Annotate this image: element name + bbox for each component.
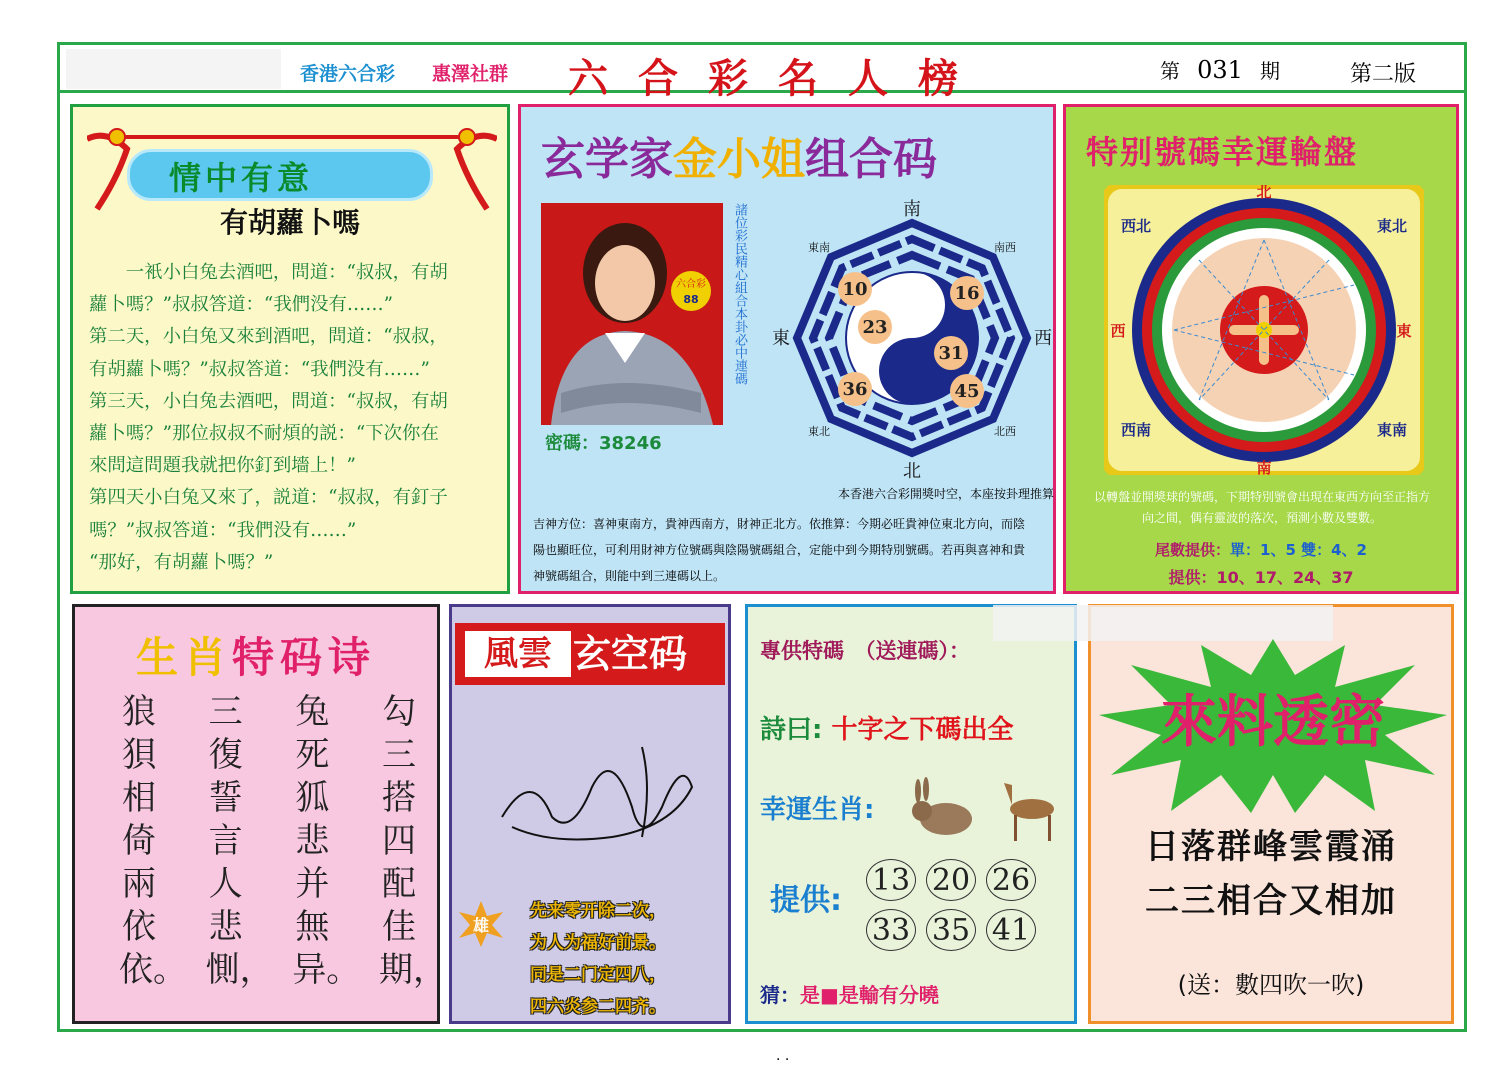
zodiac-poem-title — [75, 625, 437, 685]
dir-north-west: 北西 — [994, 425, 1016, 438]
zodiac-poem-title-b: 特码诗 — [232, 633, 377, 682]
header-left1: 香港六合彩 — [300, 63, 396, 85]
wheel-title: 特别號碼幸運輪盤 — [1086, 133, 1359, 171]
tail-numbers — [1066, 539, 1456, 560]
bagua-panel — [518, 104, 1056, 594]
guess-label: 猜： — [760, 983, 800, 1007]
story-line: 來問這問題我就把你釘到墻上！” — [89, 455, 356, 477]
bagua-title-b: 金小姐 — [673, 134, 805, 185]
dir-west: 西 — [1034, 328, 1052, 349]
fengyun-title-bar — [455, 623, 725, 685]
bagua-title — [541, 123, 937, 187]
circled-number: 35 — [926, 909, 976, 951]
number-grid — [866, 859, 1052, 951]
wheel-desc-line: 以轉盤並開獎球的號碼，下期特別號會出現在東西方向至正指方 — [1093, 490, 1430, 504]
verse-line: 为人为福好前景。 — [530, 933, 666, 953]
story-banner-title: 情中有意 — [169, 159, 314, 197]
special-number-panel — [745, 604, 1077, 1024]
tail-label: 尾數提供： — [1155, 541, 1231, 559]
story-line: 嗎？”叔叔答道：“我們没有……” — [89, 519, 357, 541]
story-line: 第二天，小白兔又來到酒吧，問道：“叔叔， — [89, 326, 448, 348]
poem-label: 詩曰: — [760, 715, 823, 745]
header — [60, 45, 1464, 102]
story-line: 一衹小白兔去酒吧，問道：“叔叔，有胡 — [89, 262, 448, 283]
insider-line3: (送：數四吹一吹) — [1177, 971, 1365, 999]
issue-number: 031 — [1197, 56, 1243, 84]
wheel-dir-northeast: 東北 — [1376, 217, 1408, 235]
signature-drawing — [492, 727, 712, 857]
dir-south: 南 — [903, 199, 921, 220]
story-line: 有胡蘿卜嗎？”叔叔答道：“我們没有……” — [89, 358, 430, 380]
fengyun-verses — [530, 895, 730, 1023]
fengyun-title-red: 玄空码 — [573, 632, 688, 676]
dir-south-west: 南西 — [994, 241, 1016, 254]
circled-number: 20 — [926, 859, 976, 901]
bagua-diagram — [767, 193, 1057, 483]
wheel-dir-west: 西 — [1110, 322, 1126, 340]
bagua-note-line: 吉神方位：喜神東南方，貴神西南方，財神正北方。依推算：今期必旺貴神位東北方向，而陰 — [533, 517, 1026, 531]
bagua-number: 36 — [842, 379, 868, 400]
bagua-number: 16 — [954, 283, 980, 304]
wheel-dir-northwest: 西北 — [1120, 217, 1152, 235]
dir-east: 東 — [772, 328, 790, 349]
bagua-number: 23 — [862, 317, 888, 338]
bagua-number: 45 — [954, 381, 980, 402]
fengyun-panel — [449, 604, 731, 1024]
insider-line1: 日落群峰雲霞涌 — [1145, 827, 1397, 867]
wheel-panel — [1063, 104, 1459, 594]
issue-label — [1160, 55, 1280, 84]
portrait-photo — [541, 203, 723, 425]
insider-line2: 二三相合又相加 — [1145, 881, 1397, 921]
wheel-dir-south: 南 — [1256, 459, 1272, 475]
edition-label: 第二版 — [1350, 62, 1417, 87]
guess-row — [760, 979, 939, 1008]
wheel-desc-line: 向之間，偶有靈波的落次，預測小數及雙數。 — [1141, 511, 1382, 525]
story-line: 蘿卜嗎？”叔叔答道：“我們没有……” — [89, 294, 394, 316]
poem-column: 三復誓言人悲惻， — [205, 692, 274, 990]
dir-north: 北 — [903, 461, 921, 482]
zodiac-poem-title-a: 生肖 — [135, 633, 232, 682]
badge-text: 雄 — [472, 916, 490, 935]
password-label: 密碼：38246 — [545, 433, 662, 454]
bagua-note-top: 本香港六合彩開獎吋空，本座按卦理推算 — [837, 487, 1054, 501]
bagua-note-line: 神號碼組合，則能中到三連碼以上。 — [533, 569, 726, 583]
dir-east-south: 東南 — [808, 241, 830, 254]
wheel-dir-north: 北 — [1256, 185, 1272, 201]
guess-value: 是■是輸有分曉 — [800, 983, 939, 1007]
burst-text: 來料透密 — [1161, 690, 1385, 755]
page-title: 六合彩名人榜 — [568, 55, 988, 102]
header-left2: 惠澤社群 — [432, 63, 509, 85]
story-line: 第三天，小白兔去酒吧，問道：“叔叔，有胡 — [89, 390, 448, 412]
poem-column: 勾三搭四配佳期， — [378, 692, 447, 990]
starburst-banner — [1095, 635, 1451, 815]
dir-east-north: 東北 — [808, 425, 830, 438]
bagua-number: 10 — [842, 279, 868, 300]
circled-number: 33 — [866, 909, 916, 951]
story-line: “那好，有胡蘿卜嗎？” — [89, 551, 274, 573]
wheel-provide: 提供：10、17、24、37 — [1168, 568, 1354, 587]
poem-column: 兔死狐悲并無异。 — [292, 692, 361, 990]
lucky-wheel — [1104, 185, 1424, 475]
deer-icon — [1004, 783, 1054, 841]
zodiac-label: 幸運生肖: — [760, 795, 875, 825]
bagua-note-line: 陽也顯旺位，可利用財神方位號碼與陰陽號碼組合，定能中到今期特別號碼。若再與喜神和貴 — [533, 543, 1026, 557]
insider-panel — [1088, 604, 1454, 1024]
story-body — [89, 257, 499, 579]
story-line: 蘿卜嗎？”那位叔叔不耐煩的説：“下次你在 — [89, 423, 439, 445]
zodiac-animals — [908, 775, 1068, 845]
zodiac-poem — [119, 691, 447, 1011]
bagua-note — [533, 511, 1043, 589]
zodiac-poem-panel — [72, 604, 447, 1024]
issue-suffix: 期 — [1260, 59, 1280, 83]
portrait-badge-number: 88 — [683, 293, 699, 306]
wheel-dir-southeast: 東南 — [1376, 421, 1408, 439]
portrait-illustration — [541, 203, 723, 425]
circled-number: 26 — [986, 859, 1036, 901]
bagua-number: 31 — [938, 343, 964, 364]
poem-column: 狼狽相倚兩依依。 — [119, 692, 187, 990]
verse-line: 四六炎参二四齐。 — [530, 997, 666, 1017]
story-subtitle: 有胡蘿卜嗎 — [219, 206, 360, 239]
fengyun-title-white: 風雲 — [465, 631, 571, 677]
header-blank — [66, 49, 281, 89]
poem-row — [760, 709, 1013, 746]
verse-line: 同是二门定四八， — [530, 965, 666, 985]
poem-value: 十字之下碼出全 — [831, 715, 1014, 745]
special-heading: 專供特碼 （送連碼）： — [760, 639, 970, 663]
footer-dots: . . — [776, 1048, 790, 1064]
issue-prefix: 第 — [1160, 59, 1180, 83]
tail-value: 單：1、5 雙：4、2 — [1230, 541, 1367, 559]
portrait-badge: 六合彩 — [676, 279, 706, 290]
story-panel — [70, 104, 510, 594]
circled-number: 13 — [866, 859, 916, 901]
wheel-dir-southwest: 西南 — [1120, 421, 1152, 439]
starburst-badge — [456, 899, 506, 949]
vertical-note: 諸位彩民精心組合本卦必中連碼 — [732, 203, 747, 385]
provide-label: 提供: — [770, 883, 842, 918]
bagua-title-a: 玄学家 — [541, 134, 673, 185]
wheel-dir-east: 東 — [1396, 322, 1412, 340]
verse-line: 先来零开除二次， — [530, 901, 666, 921]
story-line: 第四天小白兔又來了，説道：“叔叔，有釘子 — [89, 487, 448, 509]
rabbit-icon — [912, 777, 972, 835]
bagua-title-c: 组合码 — [805, 134, 937, 185]
wheel-description — [1072, 487, 1452, 529]
circled-number: 41 — [986, 909, 1036, 951]
